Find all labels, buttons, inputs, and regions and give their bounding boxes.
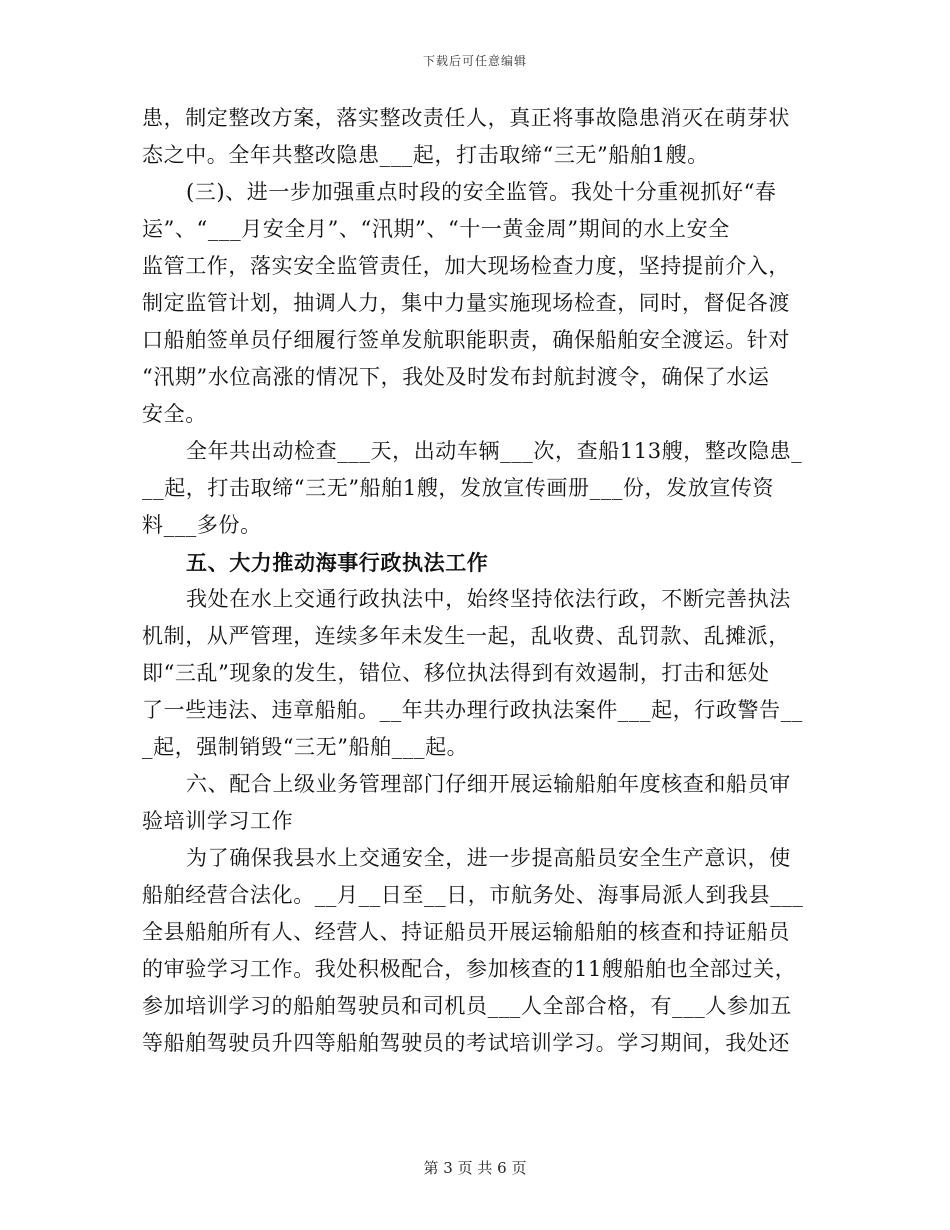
paragraph-line: 了一些违法、违章船舶。__年共办理行政执法案件___起，行政警告__ xyxy=(142,698,803,722)
paragraph-line: (三)、进一步加强重点时段的安全监管。我处十分重视抓好“春 xyxy=(186,180,777,204)
paragraph-line: 制定监管计划，抽调人力，集中力量实施现场检查，同时，督促各渡 xyxy=(142,291,790,315)
paragraph-line: _起，强制销毁“三无”船舶___起。 xyxy=(142,735,469,759)
paragraph-line: 我处在水上交通行政执法中，始终坚持依法行政，不断完善执法 xyxy=(186,587,791,611)
paragraph-line: 全县船舶所有人、经营人、持证船员开展运输船舶的核查和持证船员 xyxy=(142,920,790,944)
paragraph-line: 监管工作，落实安全监管责任，加大现场检查力度，坚持提前介入， xyxy=(142,254,790,278)
page-footer: 第 3 页 共 6 页 xyxy=(423,1159,527,1177)
paragraph-line: 为了确保我县水上交通安全，进一步提高船员安全生产意识，使 xyxy=(186,846,791,870)
paragraph-line: 安全。 xyxy=(142,402,207,426)
document-body xyxy=(142,100,808,1062)
paragraph-line: 船舶经营合法化。__月__日至__日，市航务处、海事局派人到我县___ xyxy=(142,883,804,907)
page-header: 下载后可任意编辑 xyxy=(422,54,527,68)
paragraph-line: “汛期”水位高涨的情况下，我处及时发布封航封渡令，确保了水运 xyxy=(142,365,770,389)
paragraph-line: 口船舶签单员仔细履行签单发航职能职责，确保船舶安全渡运。针对 xyxy=(142,328,790,352)
section-heading: 验培训学习工作 xyxy=(142,809,294,833)
paragraph-line: 参加培训学习的船舶驾驶员和司机员___人全部合格，有___人参加五 xyxy=(142,994,792,1018)
paragraph-line: 机制，从严管理，连续多年未发生一起，乱收费、乱罚款、乱摊派， xyxy=(142,624,790,648)
paragraph-line: 态之中。全年共整改隐患___起，打击取缔“三无”船舶1艘。 xyxy=(142,143,709,167)
paragraph-line: 患，制定整改方案，落实整改责任人，真正将事故隐患消灭在萌芽状 xyxy=(142,106,790,130)
section-heading: 五、大力推动海事行政执法工作 xyxy=(186,550,489,575)
paragraph-line: 运”、“___月安全月”、“汛期”、“十一黄金周”期间的水上安全 xyxy=(142,217,730,241)
paragraph-line: 全年共出动检查___天，出动车辆___次，查船113艘，整改隐患_ xyxy=(186,439,803,463)
paragraph-line: 即“三乱”现象的发生，错位、移位执法得到有效遏制，打击和惩处 xyxy=(142,661,770,685)
section-heading: 六、配合上级业务管理部门仔细开展运输船舶年度核查和船员审 xyxy=(186,772,791,796)
paragraph-line: 等船舶驾驶员升四等船舶驾驶员的考试培训学习。学习期间，我处还 xyxy=(142,1031,790,1055)
paragraph-line: 的审验学习工作。我处积极配合，参加核查的11艘船舶也全部过关， xyxy=(142,957,797,981)
paragraph-line: 料___多份。 xyxy=(142,513,262,537)
paragraph-line: __起，打击取缔“三无”船舶1艘，发放宣传画册___份，发放宣传资 xyxy=(142,476,775,500)
